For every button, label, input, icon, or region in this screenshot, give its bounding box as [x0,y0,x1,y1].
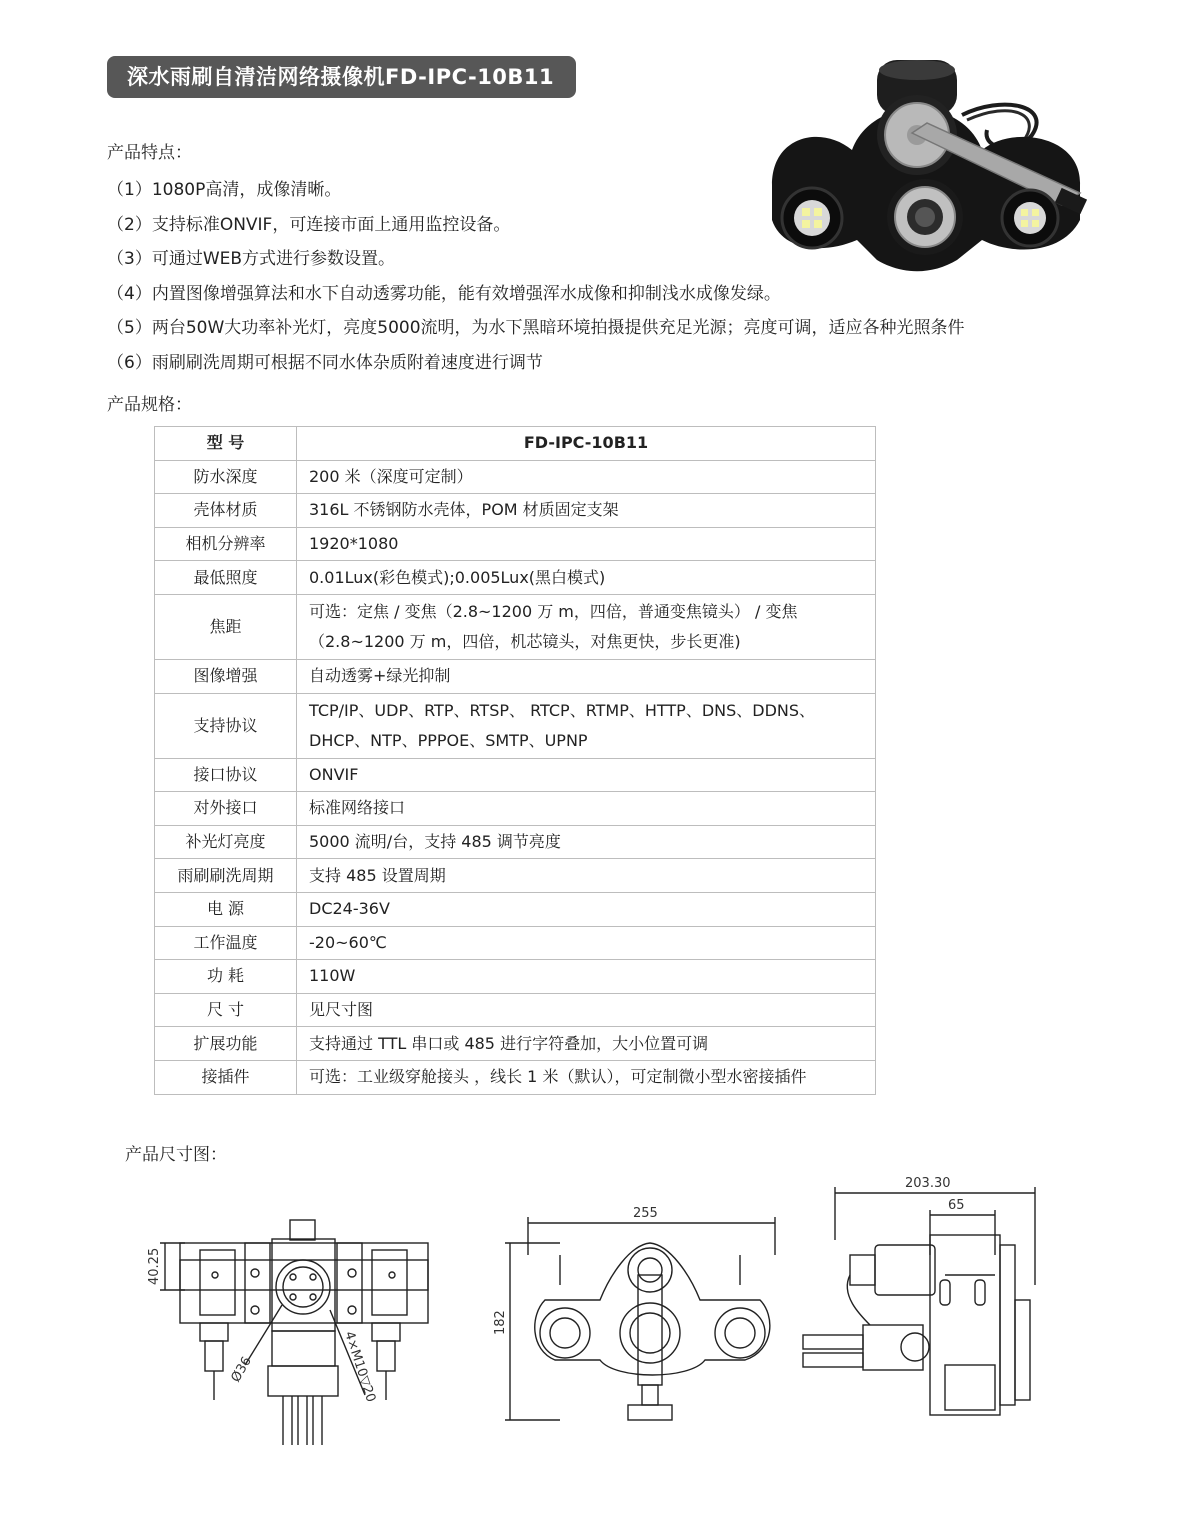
table-row [155,659,876,693]
spec-key: 补光灯亮度 [155,825,297,859]
spec-value: 200 米（深度可定制） [297,460,876,494]
feature-item: （2）支持标准ONVIF，可连接市面上通用监控设备。 [107,214,511,235]
page-title: 深水雨刷自清洁网络摄像机FD-IPC-10B11 [107,56,576,98]
table-row [155,527,876,561]
spec-value: 110W [297,960,876,994]
table-row [155,792,876,826]
product-photo [762,55,1092,285]
label-side-inner: 65 [948,1198,965,1213]
spec-key: 接口协议 [155,758,297,792]
spec-value: DC24-36V [297,892,876,926]
side-view-drawing [803,1187,1035,1415]
spec-value: 1920*1080 [297,527,876,561]
specs-table [154,426,876,1095]
label-thread: 4×M10▽20 [341,1329,379,1405]
table-row [155,494,876,528]
table-header-key: 型 号 [155,427,297,461]
spec-value: 自动透雾+绿光抑制 [297,659,876,693]
table-header-value: FD-IPC-10B11 [297,427,876,461]
label-diameter: Ø36 [228,1354,255,1385]
table-row [155,561,876,595]
spec-key: 相机分辨率 [155,527,297,561]
table-row [155,758,876,792]
feature-item: （4）内置图像增强算法和水下自动透雾功能，能有效增强浑水成像和抑制浅水成像发绿。 [107,283,781,304]
table-row [155,1060,876,1094]
spec-key: 雨刷刷洗周期 [155,859,297,893]
spec-key: 支持协议 [155,693,297,758]
spec-key: 壳体材质 [155,494,297,528]
spec-value: 5000 流明/台，支持 485 调节亮度 [297,825,876,859]
table-row [155,960,876,994]
top-view-drawing [160,1220,428,1445]
spec-key: 图像增强 [155,659,297,693]
table-row [155,693,876,758]
table-header-row [155,427,876,461]
spec-value: 316L 不锈钢防水壳体，POM 材质固定支架 [297,494,876,528]
feature-item: （6）雨刷刷洗周期可根据不同水体杂质附着速度进行调节 [107,352,543,373]
table-row [155,926,876,960]
spec-key: 焦距 [155,594,297,659]
front-view-drawing [505,1217,775,1420]
feature-item: （1）1080P高清，成像清晰。 [107,180,342,200]
spec-key: 功 耗 [155,960,297,994]
table-row [155,825,876,859]
spec-value: 可选：工业级穿舱接头 ，线长 1 米（默认），可定制微小型水密接插件 [297,1060,876,1094]
dimension-drawings [0,1165,1200,1465]
table-row [155,460,876,494]
spec-value: 支持通过 TTL 串口或 485 进行字符叠加，大小位置可调 [297,1027,876,1061]
table-row [155,594,876,659]
label-top-height: 40.25 [147,1247,162,1285]
spec-value: TCP/IP、UDP、RTP、RTSP、 RTCP、RTMP、HTTP、DNS、DDNS、DHCP、NTP、PPPOE、SMTP、UPNP [297,693,876,758]
spec-key: 尺 寸 [155,993,297,1027]
feature-item: （3）可通过WEB方式进行参数设置。 [107,249,396,270]
label-side-width: 203.30 [905,1176,951,1191]
spec-value: 支持 485 设置周期 [297,859,876,893]
spec-value: 见尺寸图 [297,993,876,1027]
spec-key: 接插件 [155,1060,297,1094]
dimensions-heading: 产品尺寸图： [125,1145,227,1165]
spec-key: 扩展功能 [155,1027,297,1061]
specs-heading: 产品规格： [107,395,192,415]
table-row [155,1027,876,1061]
spec-value: 标准网络接口 [297,792,876,826]
spec-key: 防水深度 [155,460,297,494]
table-row [155,859,876,893]
spec-value: 可选：定焦 / 变焦（2.8~1200 万 m，四倍，普通变焦镜头） / 变焦（2.8~1200 万 m，四倍，机芯镜头，对焦更快，步长更准) [297,594,876,659]
features-heading: 产品特点： [107,143,192,163]
feature-item: （5）两台50W大功率补光灯，亮度5000流明，为水下黑暗环境拍摄提供充足光源；亮度可调，适应各种光照条件 [107,318,965,339]
table-row [155,993,876,1027]
spec-value: -20~60℃ [297,926,876,960]
spec-key: 电 源 [155,892,297,926]
label-front-height: 182 [493,1310,508,1335]
label-front-width: 255 [633,1206,658,1221]
spec-key: 最低照度 [155,561,297,595]
spec-key: 对外接口 [155,792,297,826]
spec-value: 0.01Lux(彩色模式);0.005Lux(黑白模式) [297,561,876,595]
spec-value: ONVIF [297,758,876,792]
table-row [155,892,876,926]
spec-key: 工作温度 [155,926,297,960]
